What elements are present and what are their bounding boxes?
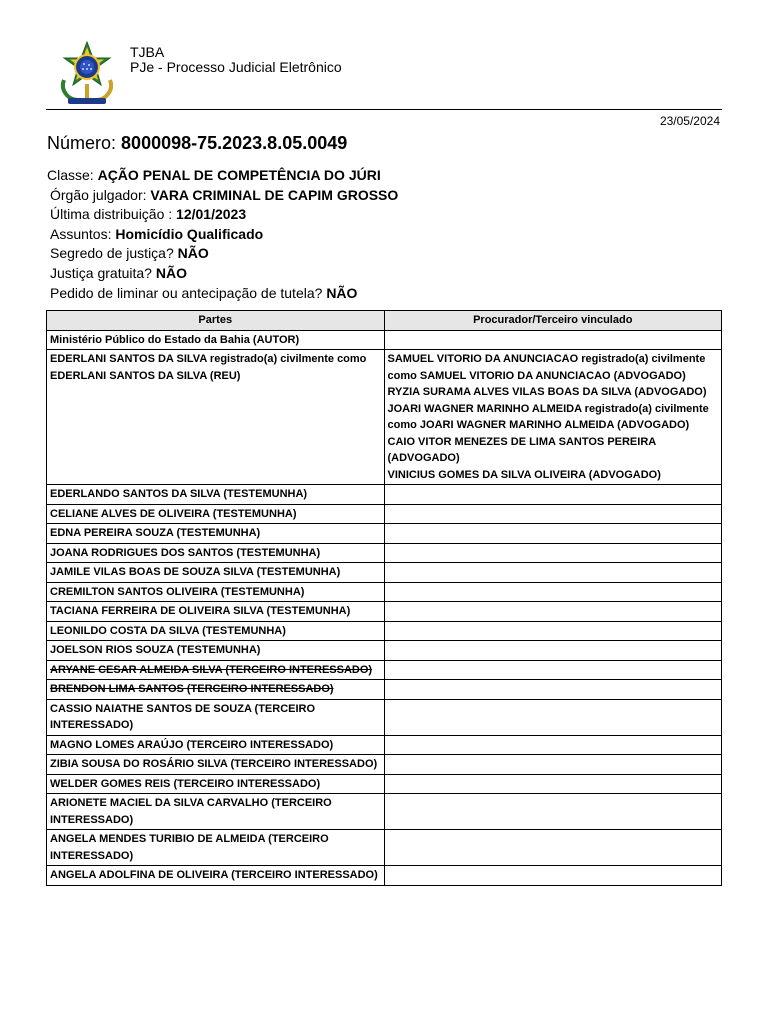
segredo-value: NÃO: [177, 245, 209, 262]
orgao-label: Órgão julgador:: [50, 186, 147, 203]
system-name: PJe - Processo Judicial Eletrônico: [130, 59, 342, 75]
table-row: [47, 735, 722, 755]
party-name: ARYANE CESAR ALMEIDA SILVA (TERCEIRO INTERESSADO): [47, 660, 385, 680]
party-name: EDERLANDO SANTOS DA SILVA (TESTEMUNHA): [47, 485, 385, 505]
party-name: BRENDON LIMA SANTOS (TERCEIRO INTERESSADO): [47, 680, 385, 700]
party-representatives: [384, 866, 722, 886]
court-name: TJBA: [130, 44, 165, 60]
table-row: [47, 330, 722, 350]
gratuita-value: NÃO: [155, 264, 187, 281]
representative-entry: VINICIUS GOMES DA SILVA OLIVEIRA (ADVOGADO): [387, 468, 661, 481]
parties-table-body: [47, 330, 722, 885]
table-row: [47, 699, 722, 735]
party-name: ANGELA MENDES TURIBIO DE ALMEIDA (TERCEIRO INTERESSADO): [47, 830, 385, 866]
party-representatives: [384, 621, 722, 641]
party-representatives: [384, 504, 722, 524]
liminar-row: [47, 284, 398, 304]
party-representatives: [384, 563, 722, 583]
orgao-row: [47, 186, 398, 206]
party-representatives: [384, 350, 722, 485]
party-representatives: [384, 660, 722, 680]
assuntos-label: Assuntos:: [50, 225, 112, 242]
party-name: JAMILE VILAS BOAS DE SOUZA SILVA (TESTEMUNHA): [47, 563, 385, 583]
representative-entry: SAMUEL VITORIO DA ANUNCIACAO registrado(a) civilmente como SAMUEL VITORIO DA ANUNCIACAO (ADVOGADO): [387, 353, 706, 382]
column-header-procurador: Procurador/Terceiro vinculado: [384, 311, 722, 331]
party-name: LEONILDO COSTA DA SILVA (TESTEMUNHA): [47, 621, 385, 641]
process-number: [47, 133, 347, 154]
distribuicao-row: [47, 205, 398, 225]
assuntos-value: Homicídio Qualificado: [115, 225, 264, 242]
party-name: ZIBIA SOUSA DO ROSÁRIO SILVA (TERCEIRO INTERESSADO): [47, 755, 385, 775]
table-header-row: [47, 311, 722, 331]
table-row: [47, 866, 722, 886]
party-name: Ministério Público do Estado da Bahia (AUTOR): [47, 330, 385, 350]
classe-label: Classe:: [47, 167, 94, 183]
classe-row: [47, 166, 398, 186]
distribuicao-value: 12/01/2023: [176, 206, 247, 223]
party-name: JOANA RODRIGUES DOS SANTOS (TESTEMUNHA): [47, 543, 385, 563]
party-name: TACIANA FERREIRA DE OLIVEIRA SILVA (TESTEMUNHA): [47, 602, 385, 622]
representative-entry: RYZIA SURAMA ALVES VILAS BOAS DA SILVA (ADVOGADO): [387, 386, 707, 398]
coat-of-arms-emblem: [54, 40, 120, 108]
party-name: CASSIO NAIATHE SANTOS DE SOUZA (TERCEIRO INTERESSADO): [47, 699, 385, 735]
table-row: [47, 774, 722, 794]
table-row: [47, 660, 722, 680]
party-name: MAGNO LOMES ARAÚJO (TERCEIRO INTERESSADO): [47, 735, 385, 755]
party-representatives: [384, 543, 722, 563]
party-name: CREMILTON SANTOS OLIVEIRA (TESTEMUNHA): [47, 582, 385, 602]
representative-entry: CAIO VITOR MENEZES DE LIMA SANTOS PEREIRA (ADVOGADO): [387, 435, 656, 464]
table-row: [47, 485, 722, 505]
representative-entry: JOARI WAGNER MARINHO ALMEIDA registrado(a) civilmente como JOARI WAGNER MARINHO ALMEIDA (ADVOGADO): [387, 402, 709, 431]
party-representatives: [384, 830, 722, 866]
table-row: [47, 504, 722, 524]
liminar-label: Pedido de liminar ou antecipação de tutela?: [50, 284, 323, 301]
process-number-label: Número:: [47, 133, 117, 153]
document-date: 23/05/2024: [659, 114, 720, 128]
gratuita-row: [47, 264, 398, 284]
table-row: [47, 602, 722, 622]
table-row: [47, 563, 722, 583]
process-number-value: 8000098-75.2023.8.05.0049: [121, 133, 348, 153]
table-row: [47, 680, 722, 700]
party-representatives: [384, 774, 722, 794]
party-name: WELDER GOMES REIS (TERCEIRO INTERESSADO): [47, 774, 385, 794]
party-name: ARIONETE MACIEL DA SILVA CARVALHO (TERCEIRO INTERESSADO): [47, 794, 385, 830]
gratuita-label: Justiça gratuita?: [50, 264, 152, 281]
party-representatives: [384, 524, 722, 544]
party-name: CELIANE ALVES DE OLIVEIRA (TESTEMUNHA): [47, 504, 385, 524]
liminar-value: NÃO: [326, 284, 358, 301]
party-representatives: [384, 755, 722, 775]
table-row: [47, 755, 722, 775]
party-representatives: [384, 680, 722, 700]
segredo-label: Segredo de justiça?: [50, 245, 174, 262]
party-name: EDERLANI SANTOS DA SILVA registrado(a) civilmente como EDERLANI SANTOS DA SILVA (REU): [47, 350, 385, 485]
table-row: [47, 641, 722, 661]
party-representatives: [384, 330, 722, 350]
party-representatives: [384, 485, 722, 505]
table-row: [47, 794, 722, 830]
process-metadata: [47, 166, 398, 303]
segredo-row: [47, 244, 398, 264]
orgao-value: VARA CRIMINAL DE CAPIM GROSSO: [150, 186, 399, 203]
party-representatives: [384, 735, 722, 755]
party-representatives: [384, 582, 722, 602]
table-row: [47, 524, 722, 544]
column-header-partes: Partes: [47, 311, 385, 331]
party-representatives: [384, 794, 722, 830]
party-name: ANGELA ADOLFINA DE OLIVEIRA (TERCEIRO INTERESSADO): [47, 866, 385, 886]
table-row: [47, 582, 722, 602]
party-representatives: [384, 602, 722, 622]
party-representatives: [384, 641, 722, 661]
parties-table: [46, 310, 722, 886]
table-row: [47, 830, 722, 866]
party-name: JOELSON RIOS SOUZA (TESTEMUNHA): [47, 641, 385, 661]
classe-value: AÇÃO PENAL DE COMPETÊNCIA DO JÚRI: [97, 167, 381, 183]
assuntos-row: [47, 225, 398, 245]
table-row: [47, 543, 722, 563]
party-name: EDNA PEREIRA SOUZA (TESTEMUNHA): [47, 524, 385, 544]
table-row: [47, 350, 722, 485]
table-row: [47, 621, 722, 641]
party-representatives: [384, 699, 722, 735]
header-divider: [46, 109, 722, 110]
distribuicao-label: Última distribuição :: [50, 206, 173, 223]
